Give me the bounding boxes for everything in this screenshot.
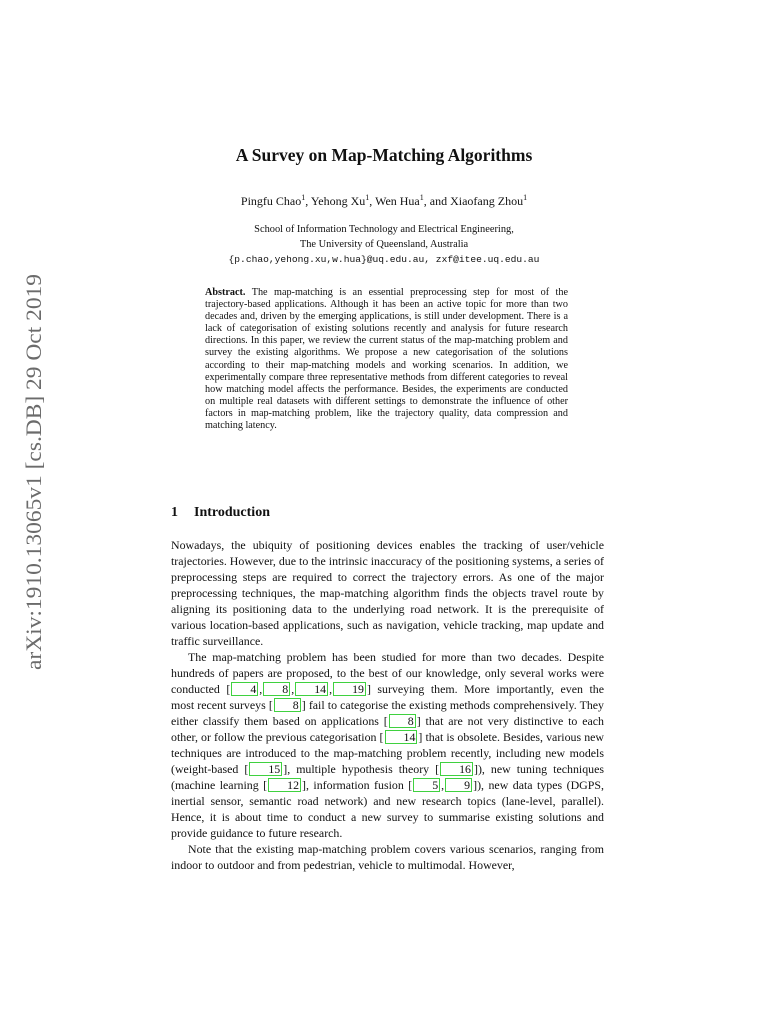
citation-link[interactable]: 8 <box>263 682 290 696</box>
citation-link[interactable]: 8 <box>274 698 301 712</box>
body-text: ], multiple hypothesis theory [ <box>283 762 440 776</box>
citation-link[interactable]: 14 <box>385 730 418 744</box>
affiliation-line-1: School of Information Technology and Electrical Engineering, <box>254 224 514 235</box>
paper-title: A Survey on Map-Matching Algorithms <box>235 145 533 165</box>
author-affiliation-mark: 1 <box>301 193 306 202</box>
citation-link[interactable]: 14 <box>295 682 328 696</box>
body-paragraph <box>171 841 604 873</box>
body-paragraph <box>171 537 604 649</box>
citation-link[interactable]: 12 <box>268 778 301 792</box>
author-affiliation-mark: 1 <box>419 193 424 202</box>
abstract <box>205 287 568 432</box>
arxiv-identifier-text: arXiv:1910.13065v1 [cs.DB] 29 Oct 2019 <box>21 298 46 670</box>
arxiv-identifier-stamp <box>20 272 48 672</box>
author-name: Pingfu Chao <box>240 194 302 208</box>
author-name: Yehong Xu <box>310 194 366 208</box>
body-text: Nowadays, the ubiquity of positioning devices enables the tracking of user/vehicle trajectories. However, due to the intrinsic inaccuracy of the positioning systems, a series of preprocessing steps are required to correct the trajectory errors. As one of the major preprocessing techniques, the map-matching algorithm finds the objects travel route by aligning its positioning data to the underlying road network. It is the prerequisite of various location-based applications, such as navigation, vehicle tracking, map update and traffic surveillance. <box>171 538 604 648</box>
body-text: ], information fusion [ <box>302 778 413 792</box>
author-separator: , <box>369 194 376 208</box>
body-text: ] fail to categorise the existing methods comprehensively. They either classify them based on applications [ <box>171 698 604 728</box>
body-paragraph <box>171 649 604 841</box>
body-text: ]), new tuning techniques (machine learning [ <box>171 762 604 792</box>
citation-link[interactable]: 5 <box>413 778 440 792</box>
citation-link[interactable]: 9 <box>445 778 472 792</box>
body-text: ] surveying them. More importantly, even the most recent surveys [ <box>171 682 604 712</box>
citation-link[interactable]: 19 <box>333 682 366 696</box>
body-text: , <box>441 778 445 792</box>
author-emails: {p.chao,yehong.xu,w.hua}@uq.edu.au, zxf@itee.uq.edu.au <box>228 254 540 265</box>
body-text: ] that are not very distinctive to each other, or follow the previous categorisation [ <box>171 714 604 744</box>
abstract-label: Abstract. <box>205 287 246 298</box>
author-affiliation-mark: 1 <box>365 193 370 202</box>
body-text: The map-matching problem has been studied for more than two decades. Despite hundreds of papers are proposed, to the best of our knowledge, only several works were conducted [ <box>171 650 604 696</box>
body-text: , <box>259 682 263 696</box>
citation-link[interactable]: 15 <box>249 762 282 776</box>
abstract-text: The map-matching is an essential preprocessing step for most of the trajectory-based applications. Although it has been an active topic for more than two decades and, driven by the emerging applications, is still under development. There is a lack of categorisation of existing solutions recently and analysis for future research directions. In this paper, we review the current status of the map-matching problem and survey the existing algorithms. We propose a new categorisation of the solutions according to their map-matching models and working scenarios. In addition, we experimentally compare three representative methods from different categories to reveal how matching model affects the performance. Besides, the experiments are conducted on multiple real datasets with different settings to demonstrate the influence of other factors in map-matching problem, like the trajectory quality, data compression and matching latency. <box>205 287 568 432</box>
citation-link[interactable]: 8 <box>389 714 416 728</box>
introduction-body <box>171 537 604 873</box>
body-text: Note that the existing map-matching problem covers various scenarios, ranging from indoor to outdoor and from pedestrian, vehicle to multimodal. However, <box>171 842 604 872</box>
body-text: , <box>329 682 333 696</box>
author-name: Wen Hua <box>375 194 420 208</box>
body-text: ]), new data types (DGPS, inertial sensor, semantic road network) and new research topics (lane-level, parallel). Hence, it is about time to conduct a new survey to summarise existing solutions and provide guidance to future research. <box>171 778 604 840</box>
body-text: ] that is obsolete. Besides, various new techniques are introduced to the map-matching problem recently, including new models (weight-based [ <box>171 730 605 776</box>
author-separator: , and <box>423 194 451 208</box>
author-affiliation-mark: 1 <box>523 193 528 202</box>
author-list <box>0 193 768 209</box>
body-text: , <box>291 682 295 696</box>
citation-link[interactable]: 4 <box>231 682 258 696</box>
author-name: Xiaofang Zhou <box>450 194 524 208</box>
affiliation-line-2: The University of Queensland, Australia <box>299 239 469 250</box>
affiliation-block <box>0 222 768 267</box>
citation-link[interactable]: 16 <box>440 762 473 776</box>
section-heading-introduction <box>171 505 270 521</box>
author-separator: , <box>305 194 311 208</box>
section-number: 1 <box>171 505 178 520</box>
section-title: Introduction <box>194 505 270 520</box>
